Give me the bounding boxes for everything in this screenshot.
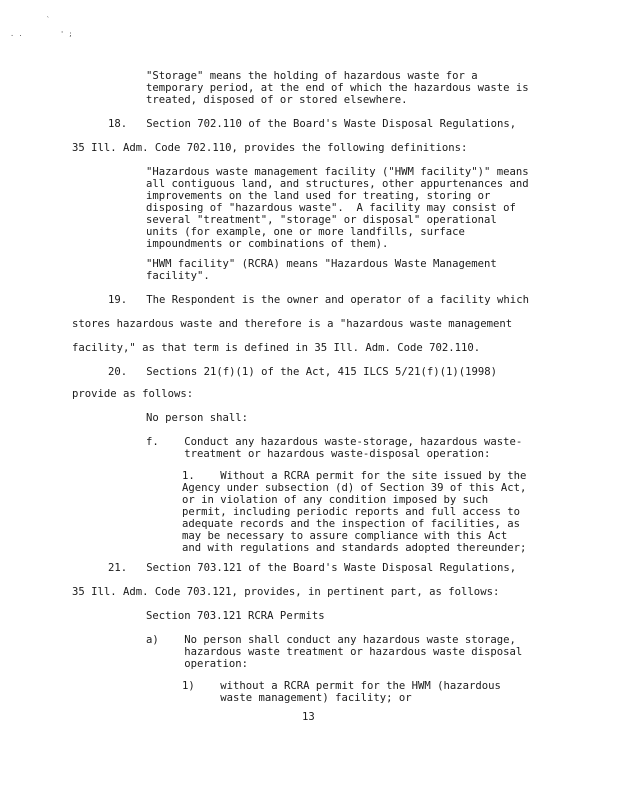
scan-mark: ' ; <box>60 30 73 38</box>
paragraph-19-line: stores hazardous waste and therefore is a "hazardous waste management <box>72 318 513 330</box>
statute-clause-f: f. Conduct any hazardous waste-storage, hazardous waste- <box>146 436 523 448</box>
storage-definition-line: temporary period, at the end of which the hazardous waste is <box>146 82 529 94</box>
paragraph-21-line: 35 Ill. Adm. Code 703.121, provides, in pertinent part, as follows: <box>72 586 500 598</box>
section-clause-1: waste management) facility; or <box>182 692 412 704</box>
quoted-statute-line: No person shall: <box>146 412 249 424</box>
statute-clause-1: or in violation of any condition imposed by such <box>182 494 489 506</box>
statute-clause-1: adequate records and the inspection of facilities, as <box>182 518 521 530</box>
hwm-definition-line: disposing of "hazardous waste". A facility may consist of <box>146 202 516 214</box>
paragraph-18-line: 18. Section 702.110 of the Board's Waste Disposal Regulations, <box>108 118 517 130</box>
statute-clause-1: and with regulations and standards adopted thereunder; <box>182 542 527 554</box>
section-clause-a: operation: <box>146 658 249 670</box>
hwm-definition-line: units (for example, one or more landfills, surface <box>146 226 465 238</box>
storage-definition-line: "Storage" means the holding of hazardous waste for a <box>146 70 478 82</box>
scan-mark: ` <box>46 16 51 24</box>
paragraph-20-line: provide as follows: <box>72 388 194 400</box>
statute-clause-1: may be necessary to assure compliance with this Act <box>182 530 508 542</box>
hwm-definition-line: "Hazardous waste management facility ("HWM facility")" means <box>146 166 529 178</box>
hwm-definition-line: all contiguous land, and structures, other appurtenances and <box>146 178 529 190</box>
paragraph-19-line: facility," as that term is defined in 35 Ill. Adm. Code 702.110. <box>72 342 481 354</box>
scan-mark: . . <box>10 30 23 38</box>
section-clause-1: 1) without a RCRA permit for the HWM (hazardous <box>182 680 501 692</box>
paragraph-20-line: 20. Sections 21(f)(1) of the Act, 415 ILCS 5/21(f)(1)(1998) <box>108 366 498 378</box>
hwm-definition-line: improvements on the land used for treating, storing or <box>146 190 491 202</box>
section-heading: Section 703.121 RCRA Permits <box>146 610 325 622</box>
paragraph-18-line: 35 Ill. Adm. Code 702.110, provides the following definitions: <box>72 142 468 154</box>
rcra-definition-line: facility". <box>146 270 210 282</box>
section-clause-a: a) No person shall conduct any hazardous waste storage, <box>146 634 516 646</box>
page-number: 13 <box>302 711 315 723</box>
statute-clause-1: 1. Without a RCRA permit for the site issued by the <box>182 470 527 482</box>
paragraph-19-line: 19. The Respondent is the owner and operator of a facility which <box>108 294 529 306</box>
section-clause-a: hazardous waste treatment or hazardous waste disposal <box>146 646 523 658</box>
statute-clause-1: permit, including periodic reports and full access to <box>182 506 521 518</box>
paragraph-21-line: 21. Section 703.121 of the Board's Waste Disposal Regulations, <box>108 562 517 574</box>
hwm-definition-line: several "treatment", "storage" or disposal" operational <box>146 214 497 226</box>
hwm-definition-line: impoundments or combinations of them). <box>146 238 389 250</box>
rcra-definition-line: "HWM facility" (RCRA) means "Hazardous Waste Management <box>146 258 497 270</box>
statute-clause-f: treatment or hazardous waste-disposal operation: <box>146 448 491 460</box>
storage-definition-line: treated, disposed of or stored elsewhere. <box>146 94 408 106</box>
statute-clause-1: Agency under subsection (d) of Section 39 of this Act, <box>182 482 527 494</box>
